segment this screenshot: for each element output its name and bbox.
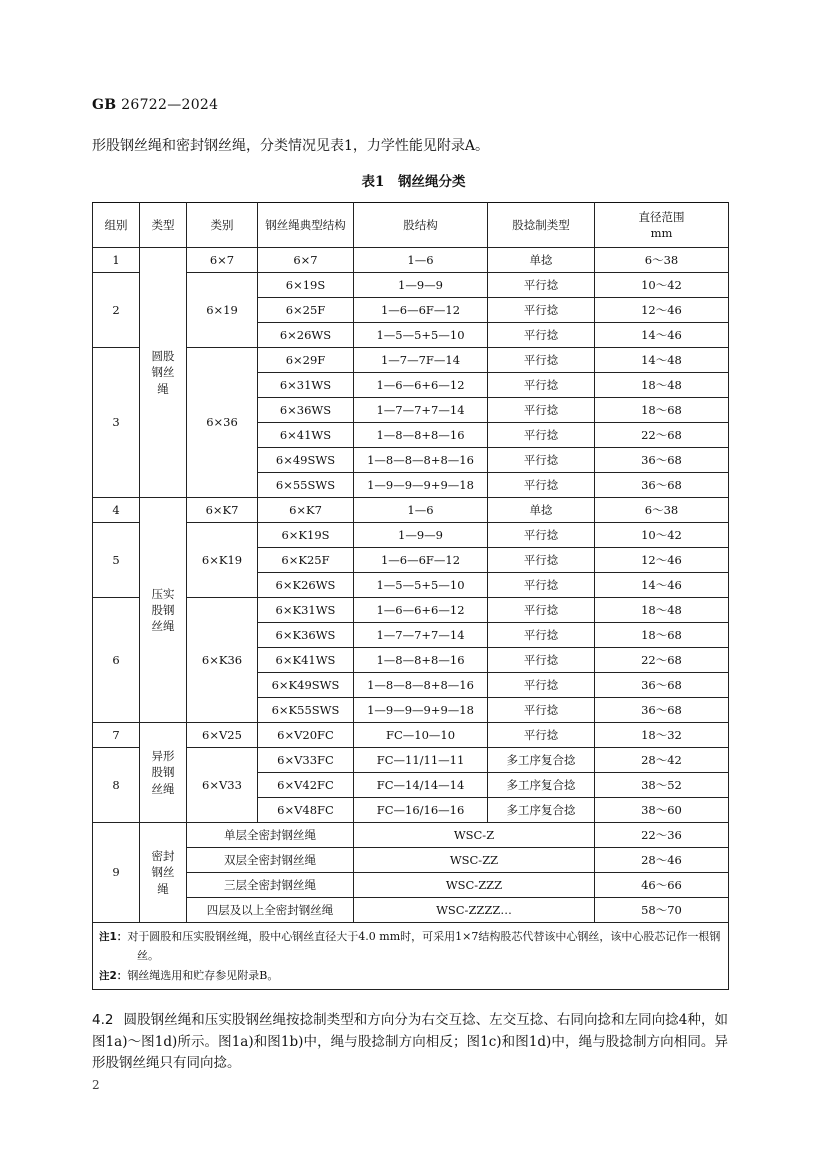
lay-cell: 平行捻 [488, 373, 595, 398]
lay-cell: 平行捻 [488, 598, 595, 623]
structure-cell: 6×V42FC [258, 773, 354, 798]
sealed-name-cell: 三层全密封钢丝绳 [187, 873, 354, 898]
diameter-cell: 22～68 [595, 648, 729, 673]
strand-cell: 1—6 [354, 248, 488, 273]
diameter-cell: 28～42 [595, 748, 729, 773]
structure-cell: 6×V20FC [258, 723, 354, 748]
strand-cell: FC—14/14—14 [354, 773, 488, 798]
strand-cell: 1—6—6+6—12 [354, 373, 488, 398]
strand-cell: 1—8—8—8+8—16 [354, 673, 488, 698]
group-cell: 2 [93, 273, 140, 348]
diameter-cell: 38～60 [595, 798, 729, 823]
table-notes [93, 923, 729, 990]
structure-cell: 6×55SWS [258, 473, 354, 498]
note-2: 注2：钢丝绳选用和贮存参见附录B。 [99, 968, 279, 982]
strand-cell: 1—9—9 [354, 273, 488, 298]
diameter-cell: 14～46 [595, 573, 729, 598]
lay-cell: 平行捻 [488, 523, 595, 548]
diameter-cell: 36～68 [595, 673, 729, 698]
group-cell: 8 [93, 748, 140, 823]
table-row [93, 748, 729, 773]
diameter-cell: 28～46 [595, 848, 729, 873]
document-header [92, 97, 218, 113]
diameter-cell: 22～36 [595, 823, 729, 848]
type-cell: 密封钢丝绳 [140, 823, 187, 923]
page-number: 2 [92, 1078, 100, 1092]
structure-cell: 6×K55SWS [258, 698, 354, 723]
type-cell: 异形股钢丝绳 [140, 723, 187, 823]
header-structure: 钢丝绳典型结构 [258, 203, 354, 248]
category-cell: 6×36 [187, 348, 258, 498]
sealed-code-cell: WSC-ZZZ [354, 873, 595, 898]
table-row [93, 348, 729, 373]
strand-cell: 1—8—8—8+8—16 [354, 448, 488, 473]
strand-cell: 1—8—8+8—16 [354, 648, 488, 673]
lay-cell: 单捻 [488, 498, 595, 523]
lay-cell: 平行捻 [488, 723, 595, 748]
structure-cell: 6×K31WS [258, 598, 354, 623]
group-cell: 4 [93, 498, 140, 523]
classification-table [92, 202, 729, 990]
strand-cell: 1—5—5+5—10 [354, 573, 488, 598]
diameter-cell: 38～52 [595, 773, 729, 798]
diameter-cell: 6～38 [595, 248, 729, 273]
structure-cell: 6×41WS [258, 423, 354, 448]
structure-cell: 6×K36WS [258, 623, 354, 648]
table-row [93, 498, 729, 523]
strand-cell: 1—6—6F—12 [354, 548, 488, 573]
lay-cell: 平行捻 [488, 398, 595, 423]
table-row [93, 273, 729, 298]
diameter-cell: 22～68 [595, 423, 729, 448]
structure-cell: 6×K41WS [258, 648, 354, 673]
structure-cell: 6×K25F [258, 548, 354, 573]
group-cell: 3 [93, 348, 140, 498]
diameter-cell: 10～42 [595, 523, 729, 548]
diameter-cell: 18～48 [595, 598, 729, 623]
diameter-cell: 6～38 [595, 498, 729, 523]
section-number: 4.2 [92, 1012, 114, 1028]
lay-cell: 平行捻 [488, 323, 595, 348]
section-4-2 [92, 1010, 728, 1075]
header-strand: 股结构 [354, 203, 488, 248]
diameter-cell: 18～68 [595, 398, 729, 423]
category-cell: 6×7 [187, 248, 258, 273]
category-cell: 6×V33 [187, 748, 258, 823]
structure-cell: 6×36WS [258, 398, 354, 423]
table-row [93, 598, 729, 623]
strand-cell: 1—6—6+6—12 [354, 598, 488, 623]
lay-cell: 平行捻 [488, 298, 595, 323]
structure-cell: 6×7 [258, 248, 354, 273]
diameter-cell: 10～42 [595, 273, 729, 298]
lay-cell: 平行捻 [488, 448, 595, 473]
structure-cell: 6×49SWS [258, 448, 354, 473]
diameter-cell: 12～46 [595, 298, 729, 323]
lay-cell: 平行捻 [488, 348, 595, 373]
table-row [93, 848, 729, 873]
lay-cell: 平行捻 [488, 698, 595, 723]
strand-cell: FC—11/11—11 [354, 748, 488, 773]
intro-text: 形股钢丝绳和密封钢丝绳，分类情况见表1，力学性能见附录A。 [92, 138, 490, 154]
lay-cell: 平行捻 [488, 673, 595, 698]
header-category: 类别 [187, 203, 258, 248]
strand-cell: 1—6—6F—12 [354, 298, 488, 323]
type-cell: 压实股钢丝绳 [140, 498, 187, 723]
strand-cell: 1—5—5+5—10 [354, 323, 488, 348]
diameter-cell: 14～46 [595, 323, 729, 348]
note-1: 注1：对于圆股和压实股钢丝绳，股中心钢丝直径大于4.0 mm时，可采用1×7结构股芯代替该中心钢丝，该中心股芯记作一根钢丝。 [99, 930, 721, 963]
strand-cell: 1—6 [354, 498, 488, 523]
sealed-name-cell: 单层全密封钢丝绳 [187, 823, 354, 848]
table-notes-row [93, 923, 729, 990]
lay-cell: 多工序复合捻 [488, 773, 595, 798]
diameter-cell: 36～68 [595, 473, 729, 498]
strand-cell: 1—7—7+7—14 [354, 623, 488, 648]
sealed-code-cell: WSC-ZZ [354, 848, 595, 873]
structure-cell: 6×V48FC [258, 798, 354, 823]
strand-cell: 1—9—9—9+9—18 [354, 698, 488, 723]
sealed-name-cell: 双层全密封钢丝绳 [187, 848, 354, 873]
sealed-name-cell: 四层及以上全密封钢丝绳 [187, 898, 354, 923]
diameter-cell: 36～68 [595, 448, 729, 473]
lay-cell: 平行捻 [488, 273, 595, 298]
structure-cell: 6×K7 [258, 498, 354, 523]
diameter-cell: 58～70 [595, 898, 729, 923]
structure-cell: 6×25F [258, 298, 354, 323]
group-cell: 9 [93, 823, 140, 923]
table-header-row [93, 203, 729, 248]
table-row [93, 898, 729, 923]
standard-prefix: GB [92, 97, 117, 113]
category-cell: 6×19 [187, 273, 258, 348]
lay-cell: 平行捻 [488, 548, 595, 573]
diameter-cell: 12～46 [595, 548, 729, 573]
header-unit: mm [650, 226, 673, 240]
header-group: 组别 [93, 203, 140, 248]
lay-cell: 多工序复合捻 [488, 748, 595, 773]
diameter-cell: 46～66 [595, 873, 729, 898]
diameter-cell: 18～32 [595, 723, 729, 748]
lay-cell: 单捻 [488, 248, 595, 273]
lay-cell: 平行捻 [488, 573, 595, 598]
group-cell: 7 [93, 723, 140, 748]
structure-cell: 6×31WS [258, 373, 354, 398]
lay-cell: 平行捻 [488, 473, 595, 498]
group-cell: 6 [93, 598, 140, 723]
category-cell: 6×V25 [187, 723, 258, 748]
table-row [93, 523, 729, 548]
standard-code: 26722—2024 [121, 97, 219, 113]
lay-cell: 平行捻 [488, 623, 595, 648]
structure-cell: 6×K19S [258, 523, 354, 548]
category-cell: 6×K19 [187, 523, 258, 598]
strand-cell: 1—7—7+7—14 [354, 398, 488, 423]
table-row [93, 823, 729, 848]
lay-cell: 平行捻 [488, 423, 595, 448]
strand-cell: 1—9—9—9+9—18 [354, 473, 488, 498]
group-cell: 1 [93, 248, 140, 273]
lay-cell: 平行捻 [488, 648, 595, 673]
diameter-cell: 14～48 [595, 348, 729, 373]
strand-cell: FC—16/16—16 [354, 798, 488, 823]
structure-cell: 6×V33FC [258, 748, 354, 773]
table-row [93, 723, 729, 748]
structure-cell: 6×K26WS [258, 573, 354, 598]
header-type: 类型 [140, 203, 187, 248]
type-cell: 圆股钢丝绳 [140, 248, 187, 498]
section-text: 圆股钢丝绳和压实股钢丝绳按捻制类型和方向分为右交互捻、左交互捻、右同向捻和左同向捻4种，如图1a)～图1d)所示。图1a)和图1b)中，绳与股捻制方向相反；图1c)和图1d)中，绳与股捻制方向相同。异形股钢丝绳只有同向捻。 [92, 1012, 728, 1072]
diameter-cell: 18～68 [595, 623, 729, 648]
strand-cell: FC—10—10 [354, 723, 488, 748]
sealed-code-cell: WSC-Z [354, 823, 595, 848]
strand-cell: 1—7—7F—14 [354, 348, 488, 373]
group-cell: 5 [93, 523, 140, 598]
structure-cell: 6×19S [258, 273, 354, 298]
strand-cell: 1—9—9 [354, 523, 488, 548]
table-row [93, 873, 729, 898]
category-cell: 6×K7 [187, 498, 258, 523]
header-lay: 股捻制类型 [488, 203, 595, 248]
category-cell: 6×K36 [187, 598, 258, 723]
structure-cell: 6×29F [258, 348, 354, 373]
diameter-cell: 36～68 [595, 698, 729, 723]
sealed-code-cell: WSC-ZZZZ… [354, 898, 595, 923]
table-row [93, 248, 729, 273]
header-diameter: 直径范围 mm [595, 203, 729, 248]
diameter-cell: 18～48 [595, 373, 729, 398]
lay-cell: 多工序复合捻 [488, 798, 595, 823]
structure-cell: 6×26WS [258, 323, 354, 348]
strand-cell: 1—8—8+8—16 [354, 423, 488, 448]
structure-cell: 6×K49SWS [258, 673, 354, 698]
table-caption: 表1 钢丝绳分类 [361, 174, 466, 190]
